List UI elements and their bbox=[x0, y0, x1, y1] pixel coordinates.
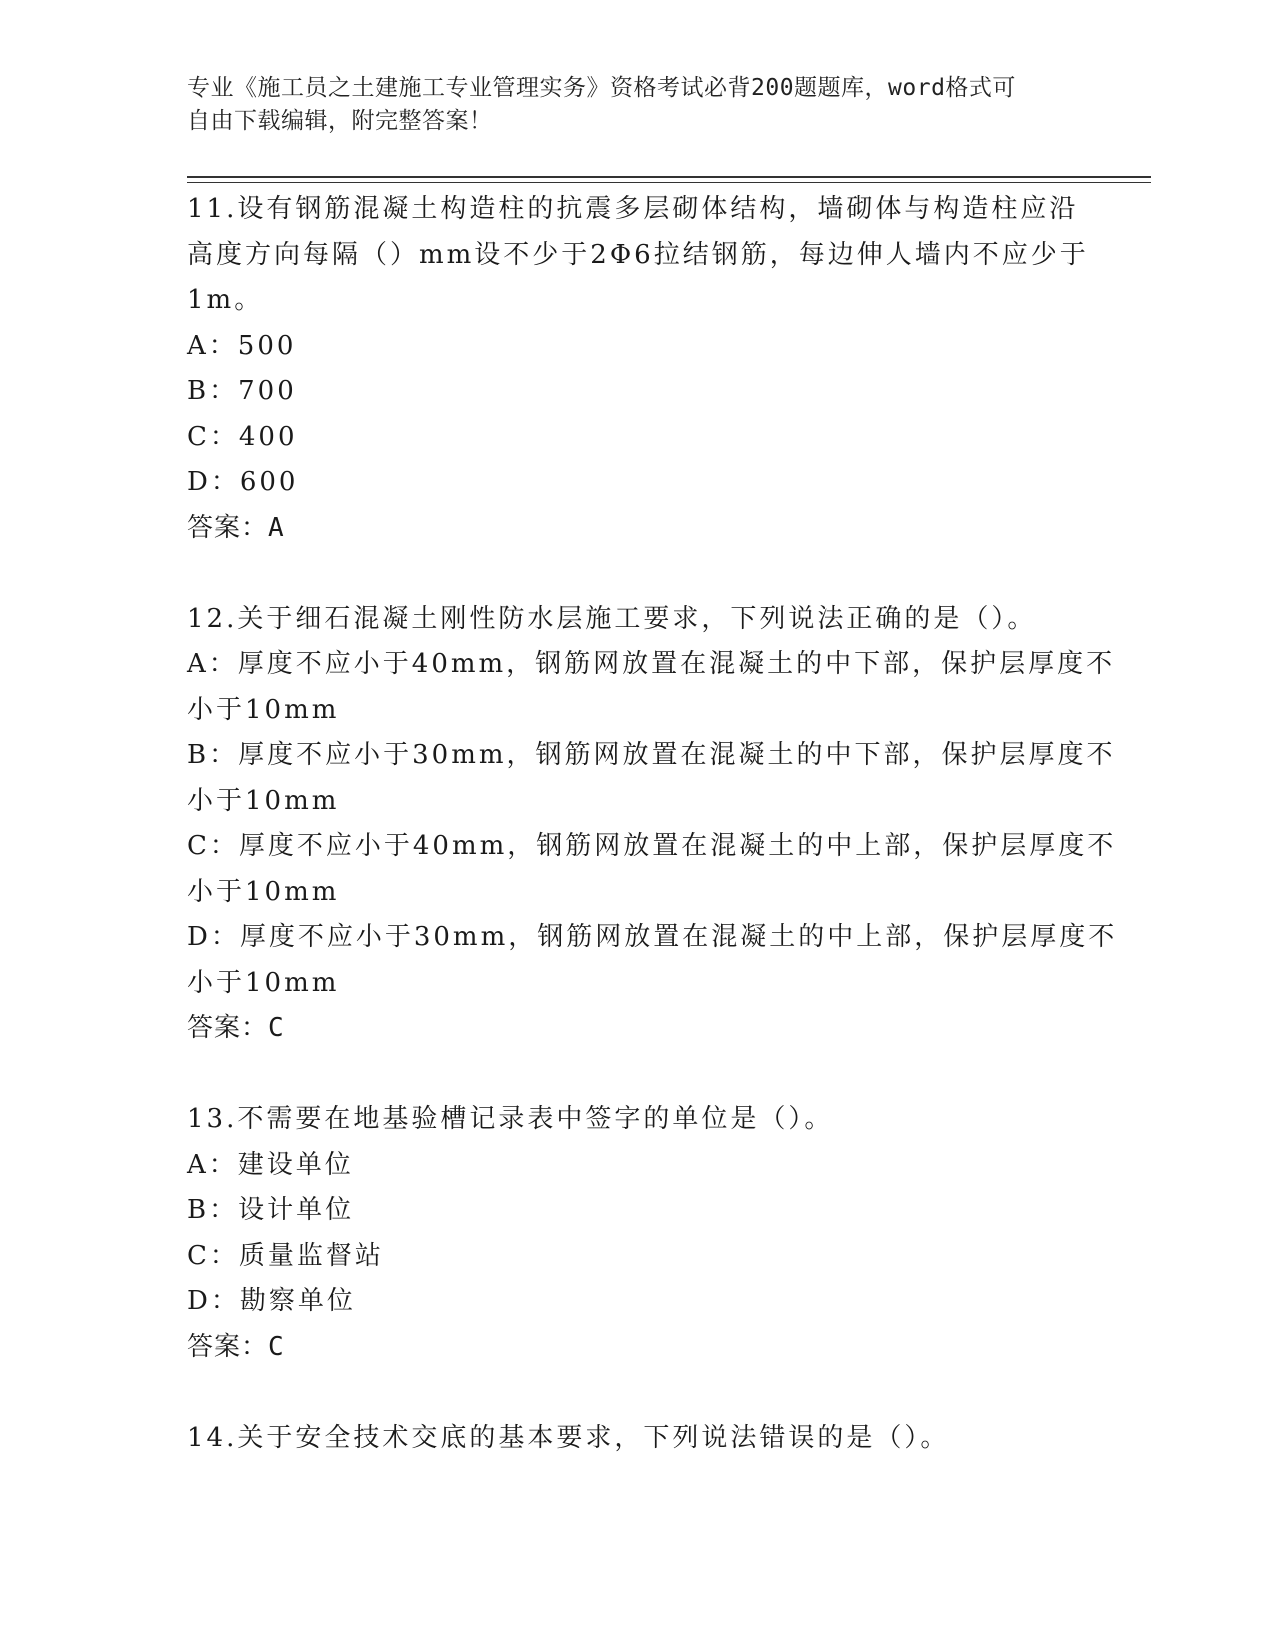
option-d: D：厚度不应小于30mm，钢筋网放置在混凝土的中上部，保护层厚度不 bbox=[187, 922, 1118, 952]
question-stem-line: 12.关于细石混凝土刚性防水层施工要求，下列说法正确的是（）。 bbox=[187, 603, 1037, 634]
question-stem-line: 高度方向每隔（）mm设不少于2Φ6拉结钢筋，每边伸人墙内不应少于 bbox=[187, 239, 1089, 270]
answer-line: 答案：C bbox=[187, 1013, 285, 1043]
header-divider-thin bbox=[187, 182, 1151, 183]
option-a: A：500 bbox=[187, 330, 297, 361]
question-13 bbox=[187, 1097, 1087, 1370]
question-stem-line: 13.不需要在地基验槽记录表中签字的单位是（）。 bbox=[187, 1104, 834, 1134]
answer-line: 答案：A bbox=[187, 512, 285, 543]
option-c: C：厚度不应小于40mm，钢筋网放置在混凝土的中上部，保护层厚度不 bbox=[187, 831, 1117, 861]
question-spacer bbox=[187, 551, 1087, 597]
option-b: B：设计单位 bbox=[187, 1195, 355, 1225]
option-d: D：勘察单位 bbox=[187, 1286, 356, 1316]
question-list bbox=[187, 187, 1118, 1461]
question-12 bbox=[187, 597, 1118, 1052]
question-14 bbox=[187, 1416, 1087, 1462]
option-c: C：400 bbox=[187, 421, 298, 452]
header-line-1: 专业《施工员之土建施工专业管理实务》资格考试必背200题题库，word格式可 bbox=[187, 75, 1016, 101]
header-line-2: 自由下载编辑，附完整答案！ bbox=[187, 108, 493, 134]
document-header bbox=[187, 72, 1067, 138]
option-b: B：700 bbox=[187, 376, 297, 406]
option-c-continuation: 小于10mm bbox=[187, 876, 340, 907]
question-11 bbox=[187, 187, 1087, 551]
option-a: A：建设单位 bbox=[187, 1149, 354, 1180]
option-a-continuation: 小于10mm bbox=[187, 694, 340, 725]
option-d: D：600 bbox=[187, 467, 299, 497]
option-d-continuation: 小于10mm bbox=[187, 967, 340, 998]
answer-line: 答案：C bbox=[187, 1331, 285, 1362]
question-spacer bbox=[187, 1052, 1087, 1098]
header-divider-thick bbox=[187, 176, 1151, 178]
question-spacer bbox=[187, 1370, 1087, 1416]
option-c: C：质量监督站 bbox=[187, 1240, 384, 1271]
option-b-continuation: 小于10mm bbox=[187, 785, 340, 816]
question-stem-line: 1m。 bbox=[187, 285, 264, 315]
question-stem-line: 14.关于安全技术交底的基本要求，下列说法错误的是（）。 bbox=[187, 1422, 950, 1453]
option-a: A：厚度不应小于40mm，钢筋网放置在混凝土的中下部，保护层厚度不 bbox=[187, 649, 1116, 679]
question-stem-line: 11.设有钢筋混凝土构造柱的抗震多层砌体结构，墙砌体与构造柱应沿 bbox=[187, 194, 1079, 224]
option-b: B：厚度不应小于30mm，钢筋网放置在混凝土的中下部，保护层厚度不 bbox=[187, 740, 1116, 770]
